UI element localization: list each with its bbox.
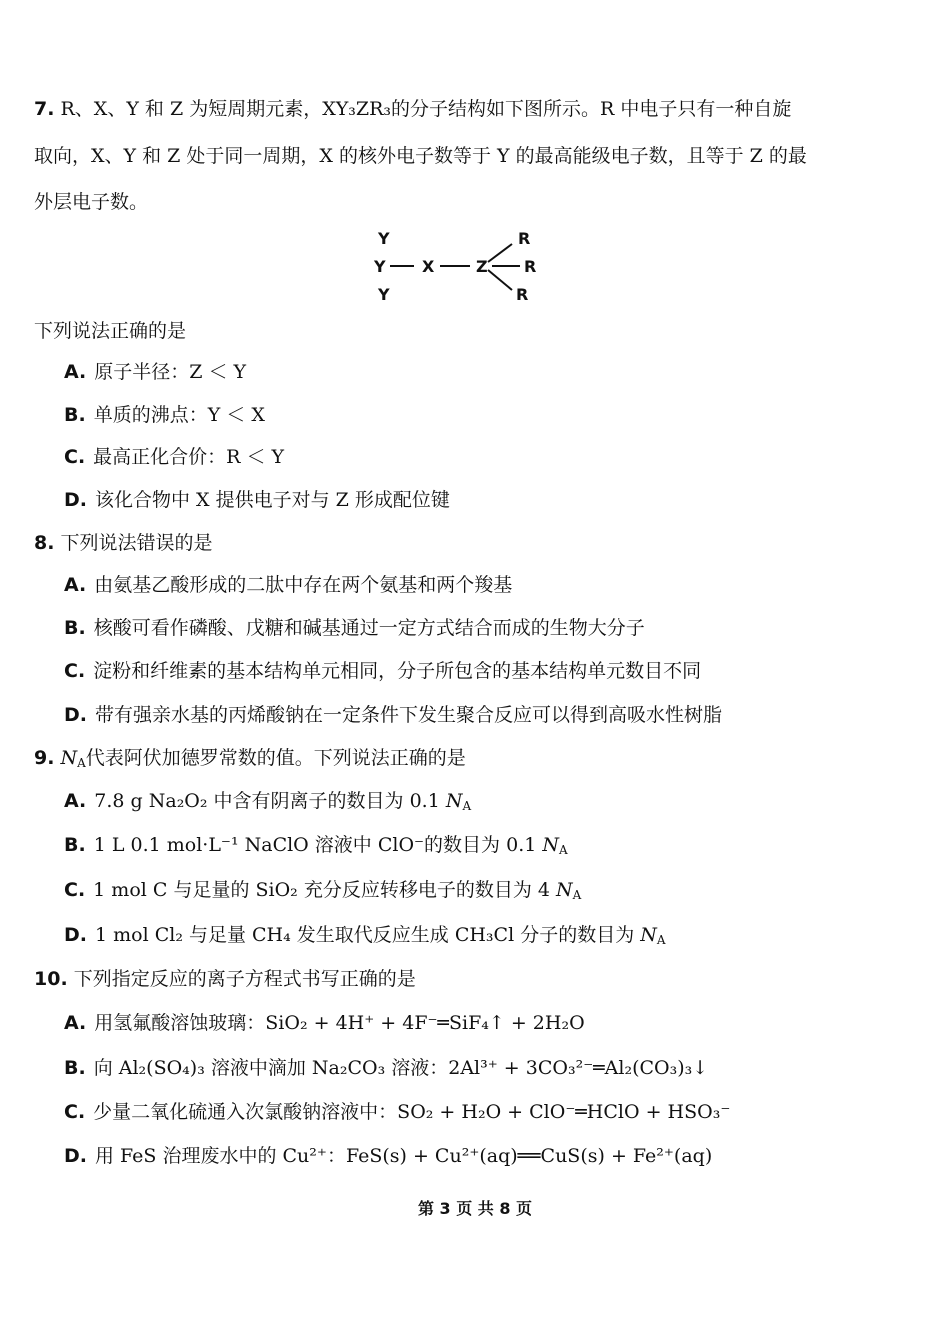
- option-text: 用 FeS 治理废水中的 Cu²⁺：FeS(s) + Cu²⁺(aq)══CuS(s) + Fe²⁺(aq): [95, 1145, 713, 1167]
- option-text: 单质的沸点：Y ＜ X: [93, 404, 265, 426]
- na-symbol: N: [640, 924, 657, 946]
- option-text: 1 mol Cl₂ 与足量 CH₄ 发生取代反应生成 CH₃Cl 分子的数目为: [95, 924, 635, 946]
- q8-option-d: [64, 704, 722, 727]
- option-text: 1 L 0.1 mol·L⁻¹ NaClO 溶液中 ClO⁻的数目为 0.1: [93, 834, 537, 856]
- na-subscript: A: [559, 843, 568, 857]
- option-text: 由氨基乙酸形成的二肽中存在两个氨基和两个羧基: [94, 574, 513, 596]
- option-letter: A.: [64, 574, 87, 596]
- struct-r-bottom: R: [516, 285, 529, 304]
- struct-z: Z: [476, 257, 488, 276]
- page-footer: 第 3 页 共 8 页: [417, 1199, 533, 1218]
- option-letter: C.: [64, 1101, 86, 1123]
- option-text: 该化合物中 X 提供电子对与 Z 形成配位键: [95, 489, 450, 511]
- q8-option-a: [64, 574, 512, 597]
- option-text: 1 mol C 与足量的 SiO₂ 充分反应转移电子的数目为 4: [93, 879, 550, 901]
- option-text: 向 Al₂(SO₄)₃ 溶液中滴加 Na₂CO₃ 溶液：2Al³⁺ + 3CO₃²⁻═Al₂(CO₃)₃↓: [93, 1057, 709, 1079]
- struct-y-bottom: Y: [378, 285, 390, 304]
- option-letter: C.: [64, 879, 86, 901]
- q10-stem-line: [34, 968, 416, 991]
- q9-stem-line: [34, 747, 466, 770]
- option-letter: D.: [64, 924, 87, 946]
- option-letter: D.: [64, 704, 87, 726]
- q7-line1: [34, 98, 791, 121]
- molecular-structure-diagram: [360, 228, 580, 310]
- option-letter: A.: [64, 1012, 87, 1034]
- q9-option-c: [64, 879, 581, 902]
- q9-stem: 代表阿伏加德罗常数的值。下列说法正确的是: [85, 747, 466, 769]
- option-text: 核酸可看作磷酸、戊糖和碱基通过一定方式结合而成的生物大分子: [93, 617, 645, 639]
- q8-number: 8.: [34, 532, 55, 554]
- q10-option-d: [64, 1145, 712, 1168]
- q7-line2: 取向，X、Y 和 Z 处于同一周期，X 的核外电子数等于 Y 的最高能级电子数，且等于 Z 的最: [34, 145, 807, 167]
- struct-r-right: R: [524, 257, 537, 276]
- bond-z-r-bottom: [488, 270, 512, 290]
- option-text: 带有强亲水基的丙烯酸钠在一定条件下发生聚合反应可以得到高吸水性树脂: [95, 704, 723, 726]
- option-text: 少量二氧化硫通入次氯酸钠溶液中：SO₂ + H₂O + ClO⁻═HClO + HSO₃⁻: [93, 1101, 731, 1123]
- q7-stem: 下列说法正确的是: [34, 320, 187, 342]
- struct-y-left: Y: [374, 257, 386, 276]
- option-letter: D.: [64, 1145, 87, 1167]
- na-subscript: A: [462, 799, 472, 813]
- q8-stem-line: [34, 532, 213, 555]
- na-symbol: N: [445, 790, 463, 812]
- option-text: 淀粉和纤维素的基本结构单元相同，分子所包含的基本结构单元数目不同: [93, 660, 702, 682]
- option-letter: A.: [64, 790, 87, 812]
- na-subscript: A: [77, 756, 86, 770]
- q10-option-b: [64, 1057, 708, 1080]
- na-symbol: N: [60, 747, 78, 769]
- struct-r-top: R: [518, 229, 531, 248]
- q7-option-c: [64, 446, 284, 469]
- q7-text-1: R、X、Y 和 Z 为短周期元素，XY₃ZR₃的分子结构如下图所示。R 中电子只有一种自旋: [60, 98, 792, 120]
- option-letter: B.: [64, 1057, 86, 1079]
- q8-option-c: [64, 660, 701, 683]
- q9-option-d: [64, 924, 666, 947]
- na-symbol: N: [556, 879, 573, 901]
- option-text: 用氢氟酸溶蚀玻璃：SiO₂ + 4H⁺ + 4F⁻═SiF₄↑ + 2H₂O: [94, 1012, 585, 1034]
- option-text: 原子半径：Z ＜ Y: [94, 361, 247, 383]
- q10-option-a: [64, 1012, 585, 1035]
- q7-option-b: [64, 404, 265, 427]
- struct-y-top: Y: [378, 229, 390, 248]
- option-text: 最高正化合价：R ＜ Y: [93, 446, 285, 468]
- q7-number: 7.: [34, 98, 55, 120]
- q8-option-b: [64, 617, 645, 640]
- na-symbol: N: [542, 834, 559, 856]
- q9-number: 9.: [34, 747, 55, 769]
- q7-option-d: [64, 489, 450, 512]
- option-letter: B.: [64, 617, 86, 639]
- q10-number: 10.: [34, 968, 68, 990]
- option-text: 7.8 g Na₂O₂ 中含有阴离子的数目为 0.1: [94, 790, 440, 812]
- option-letter: B.: [64, 404, 86, 426]
- option-letter: C.: [64, 660, 86, 682]
- q7-option-a: [64, 361, 246, 384]
- q9-option-b: [64, 834, 568, 857]
- bond-z-r-top: [488, 244, 512, 262]
- struct-x: X: [422, 257, 435, 276]
- na-subscript: A: [656, 933, 666, 947]
- q9-option-a: [64, 790, 471, 813]
- q10-stem: 下列指定反应的离子方程式书写正确的是: [73, 968, 416, 990]
- option-letter: B.: [64, 834, 86, 856]
- q10-option-c: [64, 1101, 730, 1124]
- q7-line3: 外层电子数。: [34, 191, 149, 213]
- option-letter: D.: [64, 489, 87, 511]
- option-letter: A.: [64, 361, 87, 383]
- option-letter: C.: [64, 446, 86, 468]
- na-subscript: A: [572, 888, 582, 902]
- q8-stem: 下列说法错误的是: [60, 532, 213, 554]
